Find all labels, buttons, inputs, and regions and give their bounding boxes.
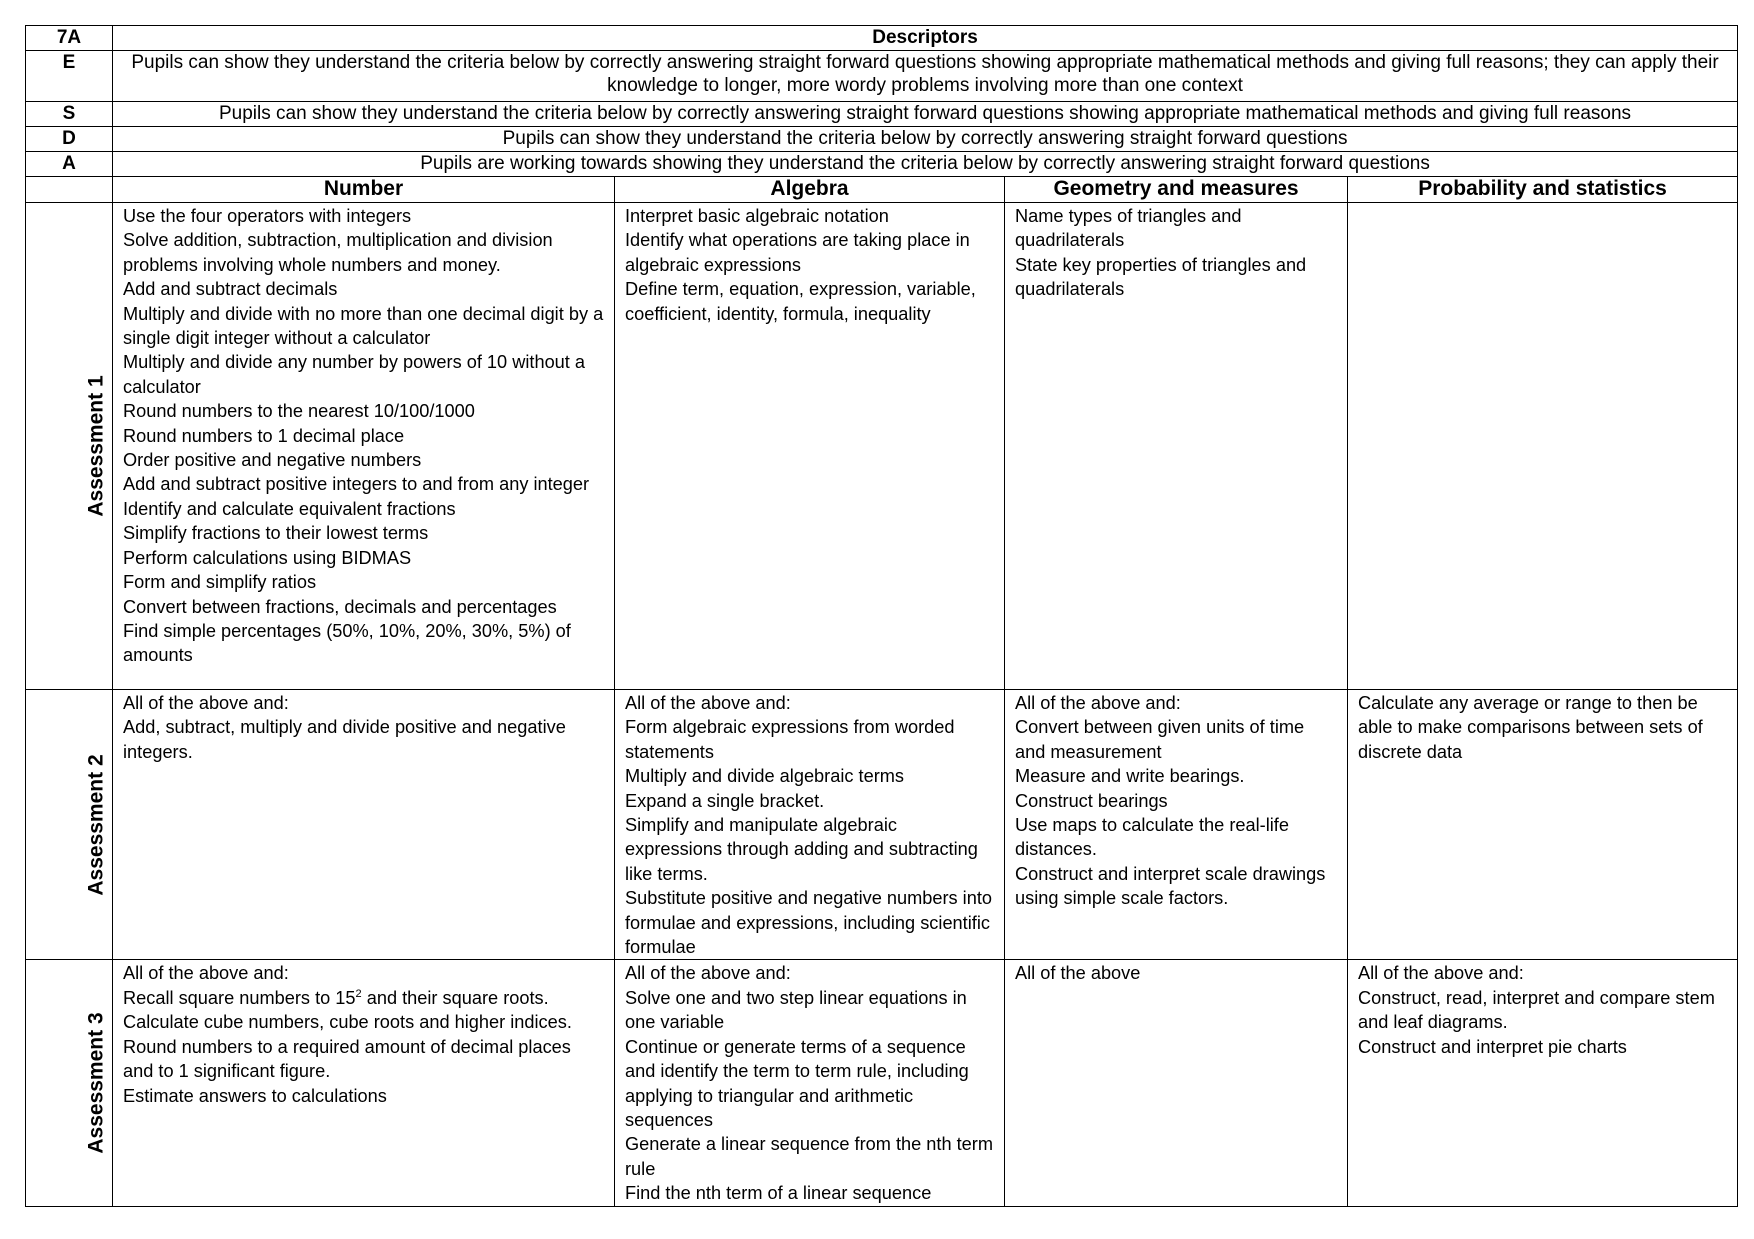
list-item: All of the above and: [1015,693,1181,713]
list-item: State key properties of triangles and quadrilaterals [1015,254,1307,300]
assessment-label: Assessment 2 [26,690,113,960]
list-item: Add and subtract positive integers to and from any integer [123,474,590,495]
grade-description: Pupils can show they understand the criteria below by correctly answering straight forward questions [113,127,1738,152]
list-item: Convert between fractions, decimals and percentages [123,596,557,617]
grade-row-d [26,127,1738,152]
list-item: Use the four operators with integers [123,206,412,226]
probability-cell [1348,690,1738,960]
list-item: Identify what operations are taking place in algebraic expressions [625,230,970,275]
table-title: Descriptors [113,26,1738,51]
list-item: Substitute positive and negative numbers into formulae and expressions, including scientific formulae [625,888,993,958]
list-item: Form algebraic expressions from worded statements [625,717,955,762]
list-item: Identify and calculate equivalent fractions [123,498,456,519]
number-list [123,1010,604,1108]
grade-row-s [26,102,1738,127]
list-item: Measure and write bearings. [1015,766,1245,787]
list-item: Use maps to calculate the real-life distances. [1015,815,1289,860]
list-item: All of the above and: [1358,963,1524,984]
year-code: 7A [26,26,113,51]
list-item: Generate a linear sequence from the nth term rule [625,1134,993,1179]
list-item: Find simple percentages (50%, 10%, 20%, 30%, 5%) of amounts [123,620,571,666]
category-number: Number [113,177,615,203]
list-item: Construct and interpret pie charts [1358,1036,1627,1057]
algebra-cell [615,960,1005,1206]
list-item: Construct and interpret scale drawings using simple scale factors. [1015,863,1326,909]
list-item: Construct bearings [1015,790,1168,811]
list-item: Perform calculations using BIDMAS [123,547,412,568]
list-item: Form and simplify ratios [123,572,317,593]
grade-row-e [26,51,1738,102]
list-item: Round numbers to the nearest 10/100/1000 [123,401,475,422]
list-item: Interpret basic algebraic notation [625,206,889,226]
probability-cell [1348,203,1738,690]
grade-letter: A [26,152,113,177]
list-item: All of the above [1015,963,1141,984]
list-item: Multiply and divide any number by powers of 10 without a calculator [123,352,586,397]
number-cell [113,203,615,690]
list-item: Name types of triangles and quadrilaterals [1015,206,1242,251]
number-cell [113,690,615,960]
geometry-cell [1005,203,1348,690]
list-item: Multiply and divide with no more than one decimal digit by a single digit integer without a calculator [123,303,604,349]
list-item: Round numbers to a required amount of decimal places and to 1 significant figure. [123,1036,571,1082]
list-item: Find the nth term of a linear sequence [625,1183,932,1204]
list-item: Round numbers to 1 decimal place [123,425,405,446]
grade-letter: E [26,51,113,102]
geometry-cell [1005,960,1348,1206]
list-item: Simplify and manipulate algebraic expressions through adding and subtracting like terms. [625,815,978,884]
number-cell [113,960,615,1206]
list-item: Recall square numbers to $15^2$ and their square roots. [123,987,549,1008]
list-item: Multiply and divide algebraic terms [625,766,905,787]
category-algebra: Algebra [615,177,1005,203]
list-item: Order positive and negative numbers [123,450,422,471]
list-item: Simplify fractions to their lowest terms [123,523,429,544]
algebra-cell [615,690,1005,960]
list-item: Construct, read, interpret and compare stem and leaf diagrams. [1358,987,1715,1033]
assessment-label: Assessment 1 [26,203,113,690]
assessment-row-2 [26,690,1738,960]
descriptors-table [25,25,1738,1207]
list-item: Add, subtract, multiply and divide positive and negative integers. [123,717,566,762]
geometry-cell [1005,690,1348,960]
category-header-row [26,177,1738,203]
list-item: Solve one and two step linear equations in one variable [625,987,967,1033]
assessment-row-3 [26,960,1738,1206]
list-item: Calculate cube numbers, cube roots and higher indices. [123,1012,572,1033]
assessment-label: Assessment 3 [26,960,113,1206]
probability-cell [1348,960,1738,1206]
list-item: All of the above and: [625,693,791,713]
assessment-row-1 [26,203,1738,690]
list-item: Expand a single bracket. [625,790,825,811]
grade-row-a [26,152,1738,177]
list-item: Solve addition, subtraction, multiplication and division problems involving whole numbers and money. [123,230,553,275]
grade-letter: D [26,127,113,152]
list-item: Estimate answers to calculations [123,1085,387,1106]
list-item: Add and subtract decimals [123,279,338,300]
grade-description: Pupils can show they understand the criteria below by correctly answering straight forward questions showing appropriate mathematical methods and giving full reasons [113,102,1738,127]
list-item: Calculate any average or range to then be able to make comparisons between sets of discrete data [1358,693,1703,762]
blank-corner-cell [26,177,113,203]
list-item: Continue or generate terms of a sequence and identify the term to term rule, including applying to triangular and arithmetic sequences [625,1036,969,1130]
category-geometry: Geometry and measures [1005,177,1348,203]
list-item: Convert between given units of time and measurement [1015,717,1305,762]
grade-description: Pupils can show they understand the criteria below by correctly answering straight forward questions showing appropriate mathematical methods and giving full reasons; they can apply their knowledge to longer, more wordy problems involving more than one context [113,51,1738,102]
list-item: Define term, equation, expression, variable, coefficient, identity, formula, inequality [625,279,976,324]
list-item: All of the above and: [625,963,791,984]
algebra-cell [615,203,1005,690]
grade-letter: S [26,102,113,127]
category-probability: Probability and statistics [1348,177,1738,203]
list-item: All of the above and: [123,963,289,984]
grade-description: Pupils are working towards showing they understand the criteria below by correctly answering straight forward questions [113,152,1738,177]
list-item: All of the above and: [123,693,289,713]
